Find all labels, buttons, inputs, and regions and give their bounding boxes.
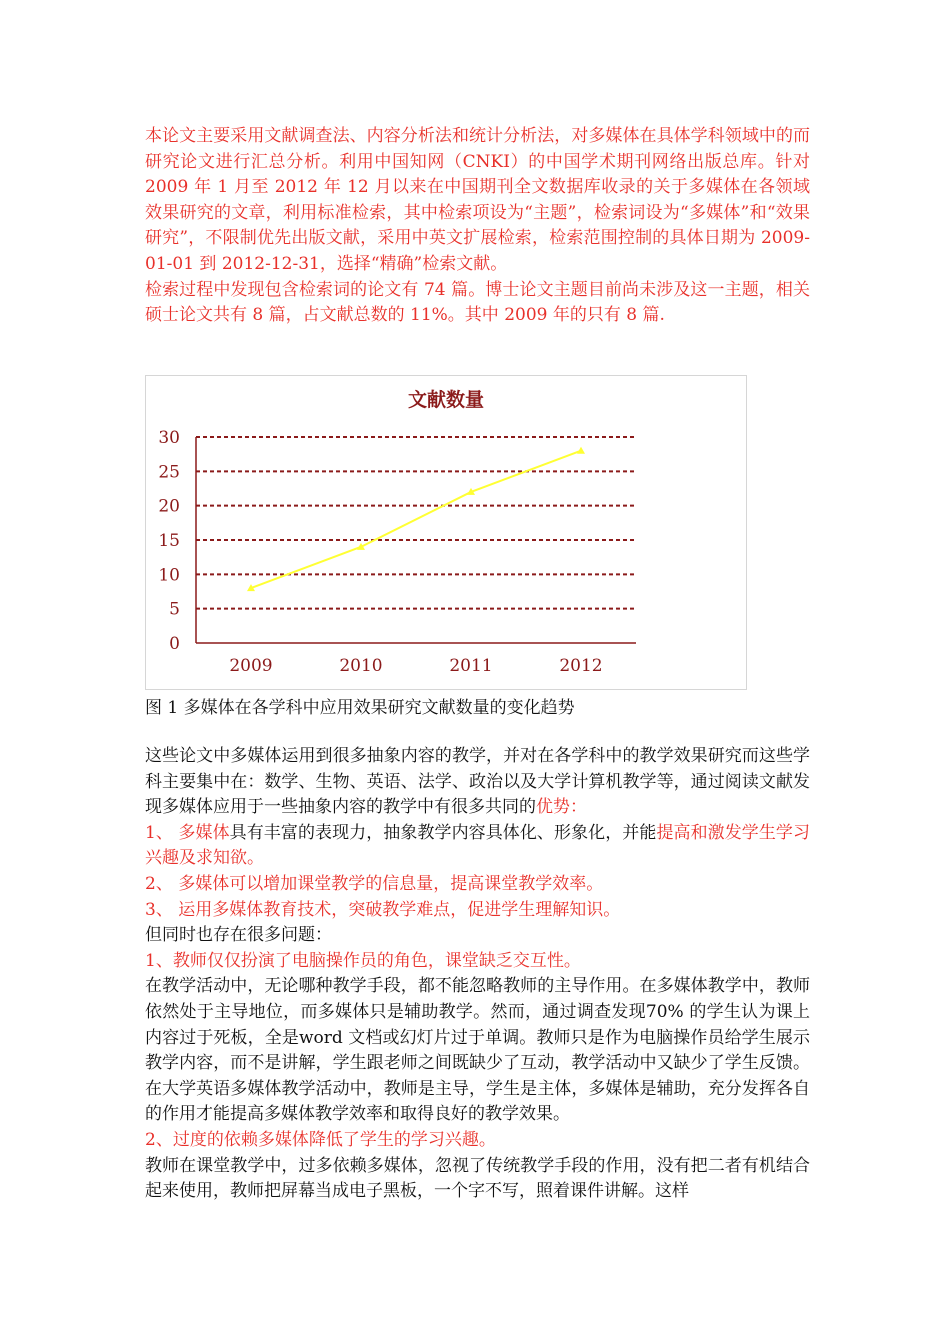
y-tick-label: 5 — [169, 599, 180, 620]
y-tick-label: 10 — [158, 565, 180, 586]
intro-paragraph-1: 本论文主要采用文献调查法、内容分析法和统计分析法，对多媒体在具体学科领域中的而研究论文进行汇总分析。利用中国知网（CNKI）的中国学术期刊网络出版总库。针对 2009 年 1 月至 2012 年 12 月以来在中国期刊全文数据库收录的关于多媒体在各领域效果研究的文章，利用标准检索，其中检索项设为“主题”，检索词设为“多媒体”和“效果研究”，不限制优先出版文献，采用中英文扩展检索，检索范围控制的具体日期为 2009-01-01 到 2012-12-31，选择“精确”检索文献。 — [145, 126, 810, 274]
advantage-item-2: 2、 多媒体可以增加课堂教学的信息量，提高课堂教学效率。 — [145, 873, 604, 894]
chart-title: 文献数量 — [407, 389, 485, 411]
problems-intro: 但同时也存在很多问题： — [145, 925, 332, 946]
x-tick-label: 2011 — [449, 656, 493, 676]
problem-1-text: 在教学活动中，无论哪种教学手段，都不能忽略教师的主导作用。在多媒体教学中，教师依然处于主导地位，而多媒体只是辅助教学。然而，通过调查发现70% 的学生认为课上内容过于死板，全是word 文档或幻灯片过于单调。教师只是作为电脑操作员给学生展示教学内容，而不是讲解，学生跟老师之间既缺少了互动，教学活动中又缺少了学生反馈。在大学英语多媒体教学活动中，教师是主导，学生是主体，多媒体是辅助，充分发挥各自的作用才能提高多媒体教学效率和取得良好的教学效果。 — [145, 976, 810, 1125]
body-paragraph-1 — [145, 744, 810, 821]
advantage-item-1 — [145, 821, 810, 872]
data-point-2012 — [577, 447, 585, 454]
body-section — [145, 744, 810, 1205]
advantage-item-3: 3、 运用多媒体教育技术，突破教学难点，促进学生理解知识。 — [145, 899, 621, 920]
y-tick-label: 30 — [158, 428, 180, 448]
figure-caption: 图 1 多媒体在各学科中应用效果研究文献数量的变化趋势 — [145, 698, 575, 718]
advantage-item-1-lead: 1、 多媒体 — [145, 822, 230, 843]
advantage-item-1-highlight: 提高和激发学生学习兴趣及求知欲。 — [145, 822, 811, 869]
y-tick-label: 20 — [158, 496, 180, 517]
advantages-label: 优势： — [536, 797, 587, 818]
line-chart — [145, 375, 747, 690]
y-tick-label: 15 — [158, 531, 180, 551]
problem-2-title: 2、过度的依赖多媒体降低了学生的学习兴趣。 — [145, 1129, 496, 1150]
x-tick-label: 2012 — [559, 656, 603, 676]
advantage-item-1-text: 具有丰富的表现力，抽象教学内容具体化、形象化，并能 — [229, 822, 657, 843]
intro-paragraph-2: 检索过程中发现包含检索词的论文有 74 篇。博士论文主题目前尚未涉及这一主题，相关硕士论文共有 8 篇，占文献总数的 11%。其中 2009 年的只有 8 篇. — [145, 279, 810, 326]
x-tick-label: 2010 — [339, 656, 383, 676]
x-tick-label: 2009 — [229, 656, 273, 676]
problem-1-title: 1、教师仅仅扮演了电脑操作员的角色，课堂缺乏交互性。 — [145, 950, 581, 971]
y-tick-label: 25 — [158, 462, 180, 483]
intro-section — [145, 124, 810, 329]
chart-svg — [146, 376, 746, 689]
y-tick-label: 0 — [169, 634, 180, 654]
problem-2-text: 教师在课堂教学中，过多依赖多媒体，忽视了传统教学手段的作用，没有把二者有机结合起来使用，教师把屏幕当成电子黑板，一个字不写，照着课件讲解。这样 — [145, 1155, 810, 1202]
body-paragraph-1-text: 这些论文中多媒体运用到很多抽象内容的教学，并对在各学科中的教学效果研究而这些学科主要集中在：数学、生物、英语、法学、政治以及大学计算机教学等，通过阅读文献发现多媒体应用于一些抽象内容的教学中有很多共同的 — [145, 746, 810, 818]
